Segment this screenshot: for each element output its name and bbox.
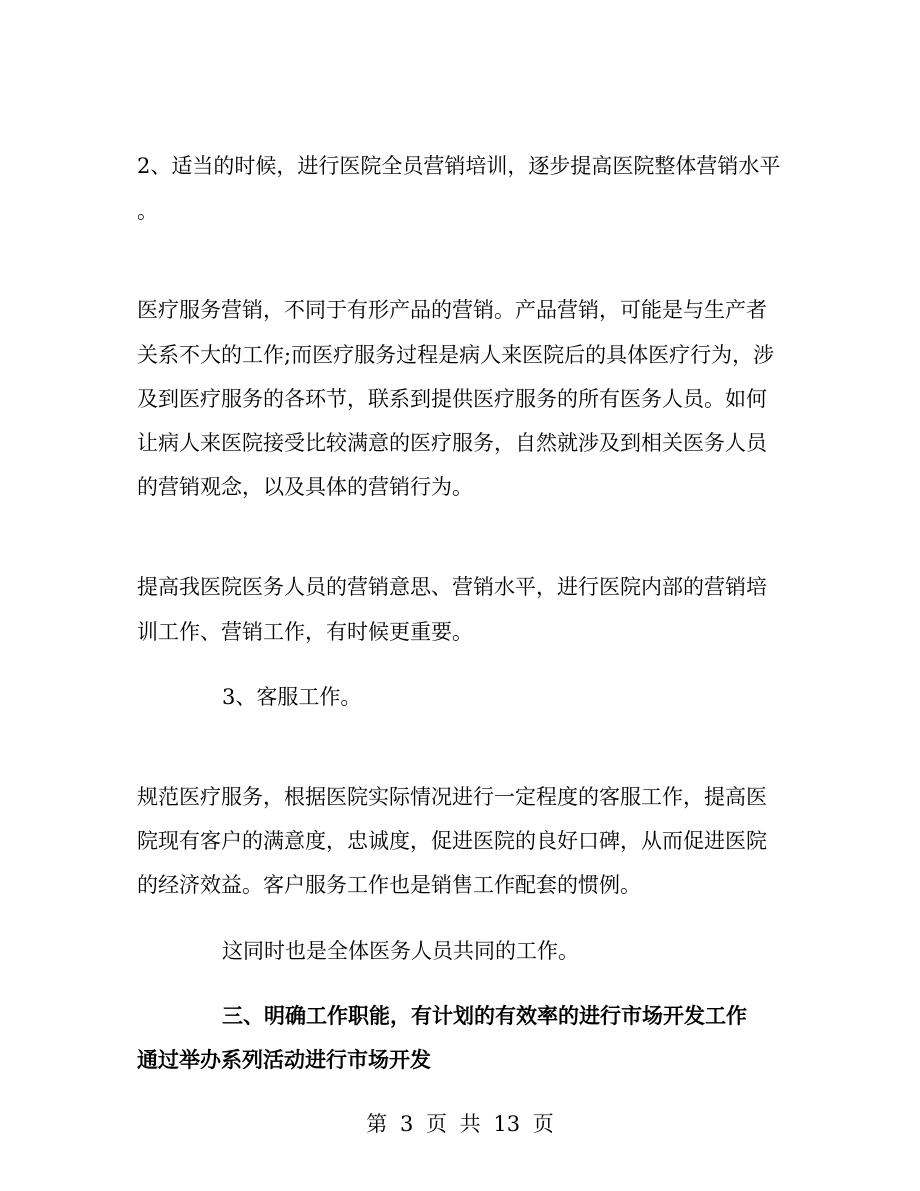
item3-heading: 3、客服工作。: [222, 685, 362, 709]
paragraph-line: 让病人来医院接受比较满意的医疗服务，自然就涉及到相关医务人员: [137, 431, 767, 455]
paragraph-line: 医疗服务营销，不同于有形产品的营销。产品营销，可能是与生产者: [137, 298, 767, 322]
paragraph-line: 提高我医院医务人员的营销意思、营销水平，进行医院内部的营销培: [137, 575, 767, 599]
paragraph-line: 规范医疗服务，根据医院实际情况进行一定程度的客服工作，提高医: [137, 785, 767, 809]
section-heading-line-2: 通过举办系列活动进行市场开发: [137, 1047, 431, 1072]
paragraph-line: 的营销观念，以及具体的营销行为。: [137, 475, 473, 499]
paragraph-line: 院现有客户的满意度，忠诚度，促进医院的良好口碑，从而促进医院: [137, 829, 767, 853]
item2-line-2: 。: [137, 199, 158, 223]
paragraph-line: 的经济效益。客户服务工作也是销售工作配套的惯例。: [137, 873, 641, 897]
paragraph-line: 这同时也是全体医务人员共同的工作。: [222, 939, 579, 963]
paragraph-line: 及到医疗服务的各环节，联系到提供医疗服务的所有医务人员。如何: [137, 387, 767, 411]
page-number-footer: 第 3 页 共 13 页: [366, 1112, 554, 1136]
item2-line-1: 2、适当的时候，进行医院全员营销培训，逐步提高医院整体营销水平: [137, 154, 781, 178]
paragraph-line: 训工作、营销工作，有时候更重要。: [137, 620, 473, 644]
section-heading-line-1: 三、明确工作职能，有计划的有效率的进行市场开发工作: [222, 1003, 747, 1028]
paragraph-line: 关系不大的工作;而医疗服务过程是病人来医院后的具体医疗行为，涉: [137, 343, 775, 367]
